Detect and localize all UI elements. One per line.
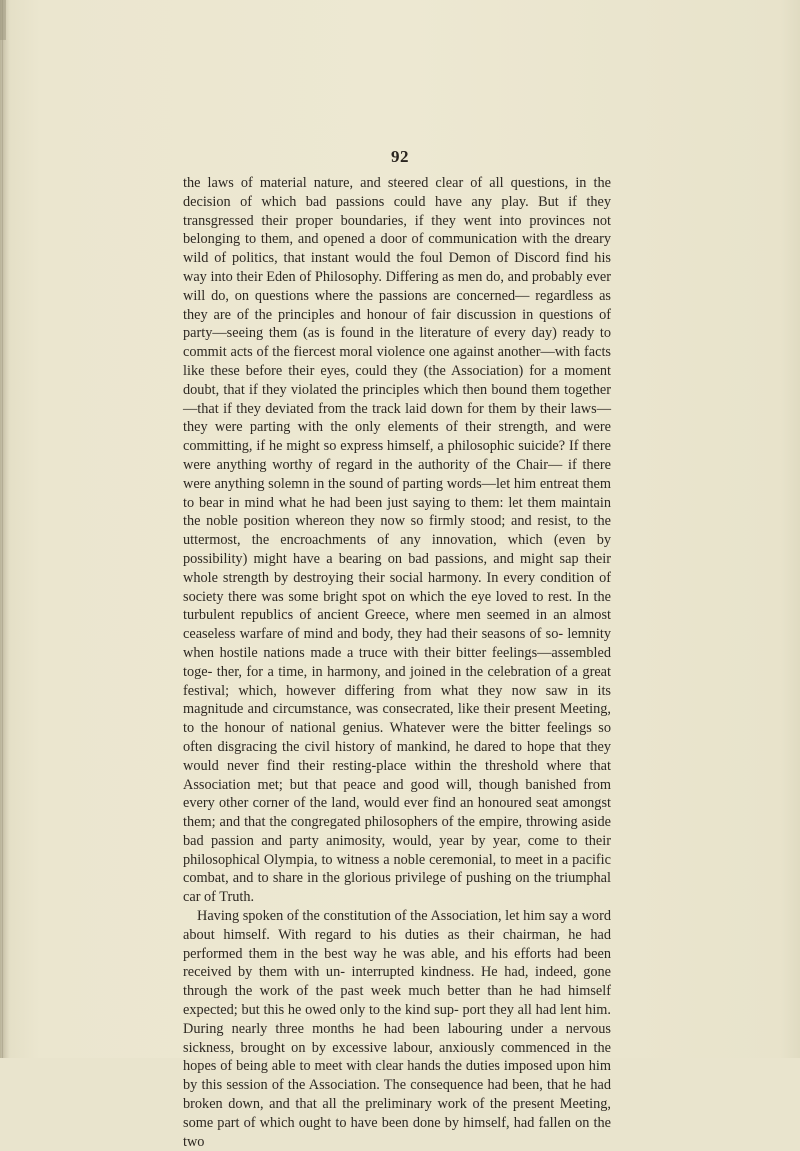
- page-number: 92: [391, 147, 409, 166]
- page-corner-mark: [0, 0, 6, 40]
- paragraph-1: the laws of material nature, and steered clear of all questions, in the decision of which bad passions could have any play. But if they transgressed their proper boundaries, if they went into provinces not belonging to them, and opened a door of communication with the dreary wild of politics, that instant would the foul Demon of Discord find his way into their Eden of Philosophy. Differing as men do, and probably ever will do, on questions where the passions are concerned— regardless as they are of the principles and honour of fair discussion in questions of party—seeing them (as is found in the literature of every day) ready to commit acts of the fiercest moral violence one against another—with facts like these before their eyes, could they (the Association) for a moment doubt, that if they violated the principles which then bound them together—that if they deviated from the track laid down for them by their laws—they were parting with the only elements of their strength, and were committing, if he might so express himself, a philosophic suicide? If there were anything worthy of regard in the authority of the Chair— if there were anything solemn in the sound of parting words—let him entreat them to bear in mind what he had been just saying to them: let them maintain the noble position whereon they now so firmly stood; and resist, to the uttermost, the encroachments of any innovation, which (even by possibility) might have a bearing on bad passions, and might sap their whole strength by destroying their social harmony. In every condition of society there was some bright spot on which the eye loved to rest. In the turbulent republics of ancient Greece, where men seemed in an almost ceaseless warfare of mind and body, they had their seasons of so- lemnity when hostile nations made a truce with their bitter feelings—assembled toge- ther, for a time, in harmony, and joined in the celebration of a great festival; which, however differing from what they now saw in its magnitude and circumstance, was consecrated, like their present Meeting, to the honour of national genius. Whatever were the bitter feelings so often disgracing the civil history of mankind, he dared to hope that they would never find their resting-place within the threshold where that Association met; but that peace and good will, though banished from every other corner of the land, would ever find an honoured seat amongst them; and that the congregated philosophers of the empire, throwing aside bad passion and party animosity, would, year by year, come to their philosophical Olympia, to witness a noble ceremonial, to meet in a pacific combat, and to share in the glorious privilege of pushing on the triumphal car of Truth.: [183, 175, 611, 906]
- paragraph-2: Having spoken of the constitution of the Association, let him say a word about himself. With regard to his duties as their chairman, he had performed them in the best way he was able, and his efforts had been received by them with un- interrupted kindness. He had, indeed, gone through the work of the past week much better than he had himself expected; but this he owed only to the kind sup- port they all had lent him. During nearly three months he had been labouring under a nervous sickness, brought on by excessive labour, anxiously commenced in the hopes of being able to meet with clear hands the duties imposed upon him by this session of the Association. The consequence had been, that he had broken down, and that all the preliminary work of the present Meeting, some part of which ought to have been done by himself, had fallen on the two: [183, 908, 611, 1150]
- page-binding-edge: [0, 0, 10, 1058]
- body-text: [183, 174, 611, 1151]
